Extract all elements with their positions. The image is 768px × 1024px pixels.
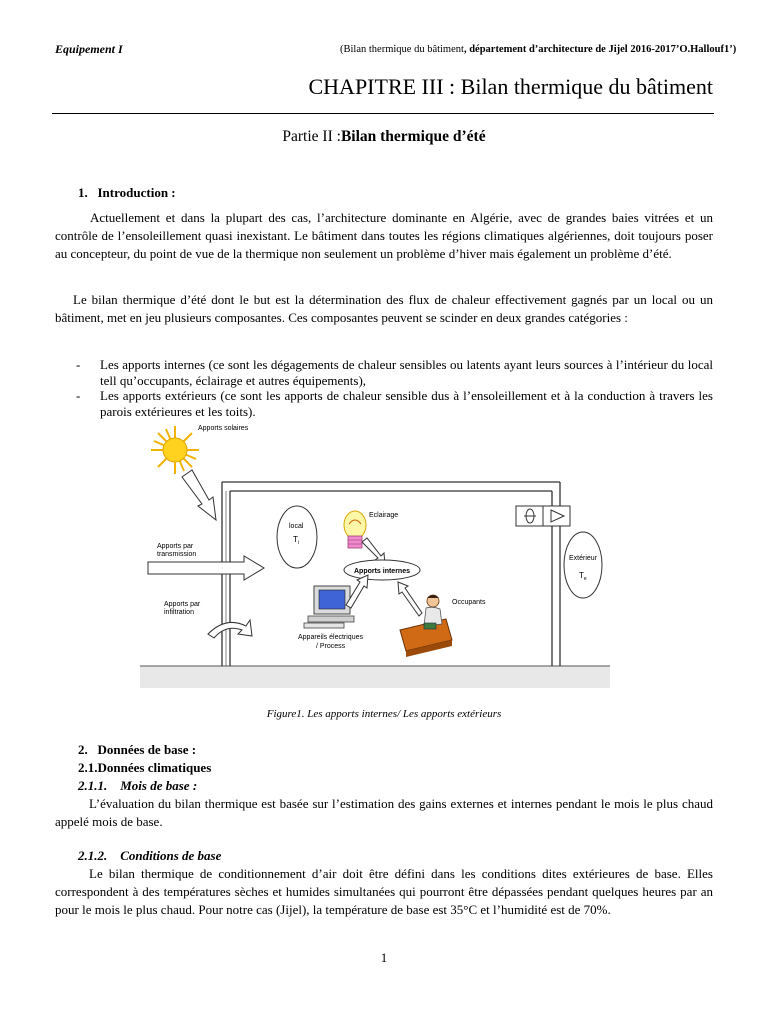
label-appareils: Appareils électriques / Process xyxy=(298,634,363,650)
bullet-dash: - xyxy=(76,388,81,403)
figure-heat-gains-diagram xyxy=(140,420,610,695)
computer-icon xyxy=(304,586,354,628)
header-course-title: Equipement I xyxy=(55,42,123,56)
solar-gain-arrow xyxy=(182,470,216,520)
ventilation-damper-icon xyxy=(516,506,570,526)
intro-paragraph-2: Le bilan thermique d’été dont le but est la détermination des flux de chaleur effectivement gagnés par un local ou un bâtiment, met en jeu plusieurs composantes. Ces composantes peuvent se scinder en deux grandes catégories : xyxy=(55,292,713,325)
section-heading-introduction: 1. Introduction : xyxy=(78,185,176,200)
bullet-dash: - xyxy=(76,357,81,372)
label-apports-solaires: Apports solaires xyxy=(198,425,249,432)
header-reference xyxy=(340,44,736,55)
subsection-donnees-climatiques: 2.1.Données climatiques xyxy=(78,760,212,775)
partie-title: Bilan thermique d’été xyxy=(340,128,486,145)
ground-strip xyxy=(140,666,610,688)
page-number: 1 xyxy=(380,950,388,965)
header-divider xyxy=(52,113,714,114)
partie-prefix: Partie II : xyxy=(282,128,341,145)
paragraph-mois-de-base: L’évaluation du bilan thermique est basée sur l’estimation des gains externes et internes pendant le mois le plus chaud appelé mois de base. xyxy=(55,796,713,829)
paragraph-conditions-de-base: Le bilan thermique de conditionnement d’air doit être défini dans les conditions dites extérieures de base. Elles correspondent à des températures sèches et humides simultanées qui pourront être dépassées pendant quelques heures par an pour le mois le plus chaud. Pour notre cas (Jijel), la température de base est 35°C et l’humidité est de 70%. xyxy=(55,866,713,917)
section-heading-donnees-de-base: 2. Données de base : xyxy=(78,742,197,757)
label-eclairage: Eclairage xyxy=(369,512,399,519)
chapter-title: CHAPITRE III : Bilan thermique du bâtiment xyxy=(308,74,713,99)
label-exterieur-temperature: $T_e$ xyxy=(579,571,587,582)
occupant-desk-icon xyxy=(400,595,452,657)
sun-icon xyxy=(151,426,199,474)
figure-caption: Figure1. Les apports internes/ Les apports extérieurs xyxy=(266,708,502,720)
label-apports-infiltration: Apports par infiltration xyxy=(164,601,201,616)
intro-paragraph-1: Actuellement et dans la plupart des cas, l’architecture dominante en Algérie, avec de grandes baies vitrées et un contrôle de l’ensoleillement quasi inexistant. Le bâtiment dans toutes les régions climatiques algériennes, doit toujours poser au concepteur, du point de vue de la thermique non seulement un problème d’hiver mais également un problème d’été. xyxy=(55,210,713,261)
header-ref-prefix: (Bilan thermique du bâtiment xyxy=(340,44,464,55)
label-apports-internes: Apports internes xyxy=(353,568,411,575)
subsection-mois-de-base: 2.1.1. Mois de base : xyxy=(78,778,198,793)
label-local: local xyxy=(289,523,304,530)
transmission-arrow xyxy=(148,556,264,580)
bullet-apports-internes: Les apports internes (ce sont les dégagements de chaleur sensibles ou latents ayant leurs sources à l’intérieur du local tell qu’occupants, éclairage et autres équipements), xyxy=(100,357,713,388)
occupants-arrow xyxy=(398,582,422,616)
partie-heading xyxy=(0,128,768,146)
header-ref-suffix: , département d’architecture de Jijel 2016-2017’O.Hallouf1’) xyxy=(463,44,737,55)
label-exterieur: Extérieur xyxy=(568,555,598,562)
label-occupants: Occupants xyxy=(452,599,486,606)
label-apports-transmission: Apports par transmission xyxy=(157,543,197,558)
bullet-apports-exterieurs: Les apports extérieurs (ce sont les apports de chaleur sensible dus à l’ensoleillement et à la conduction à travers les parois extérieures et les toits). xyxy=(100,388,713,419)
subsection-conditions-de-base: 2.1.2. Conditions de base xyxy=(78,848,222,863)
exterieur-zone-ellipse xyxy=(564,532,602,598)
label-local-temperature: $T_i$ xyxy=(293,535,300,546)
